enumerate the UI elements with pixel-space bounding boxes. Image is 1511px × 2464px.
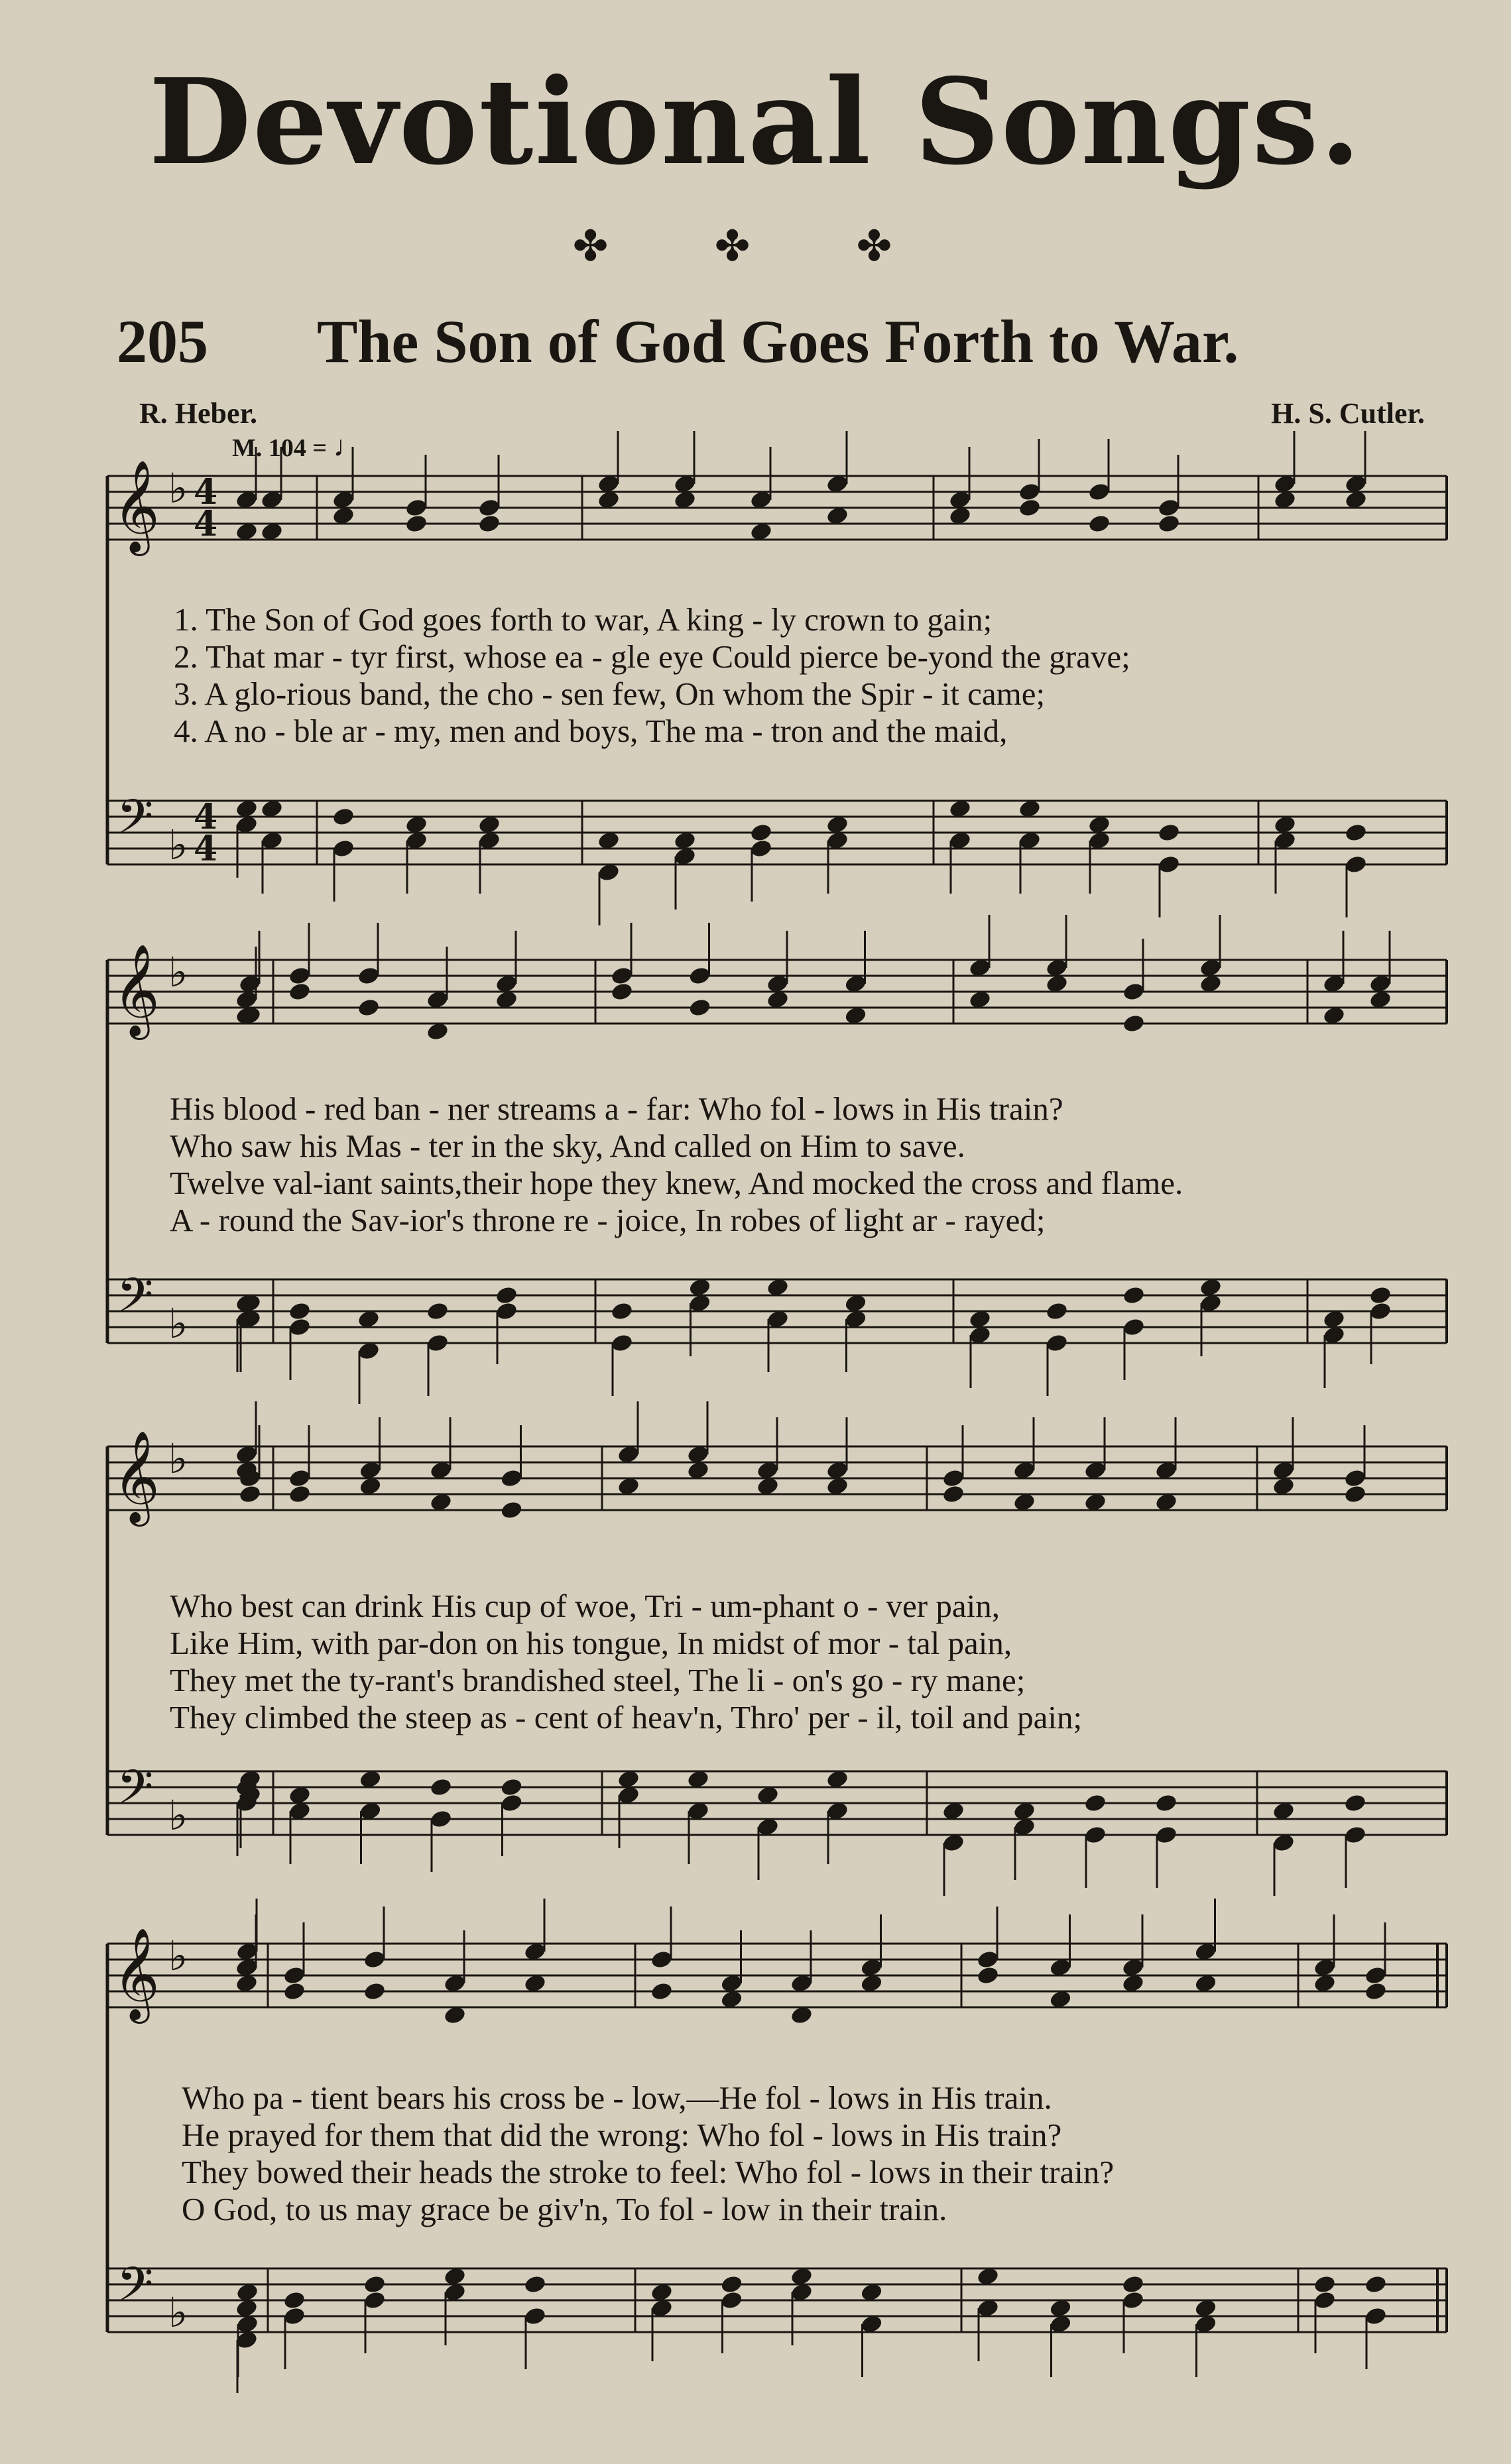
- note-head: [363, 2274, 387, 2295]
- lyric-line: His blood - red ban - ner streams a - far: Who fol - lows in His train?: [170, 1090, 1063, 1127]
- note-head: [1364, 1981, 1388, 2002]
- note-head: [363, 1981, 387, 2002]
- ornament-divider: ✤ ✤ ✤: [572, 222, 939, 271]
- note-head: [500, 1777, 524, 1798]
- time-signature: 4: [194, 504, 218, 544]
- lyric-line: Like Him, with par-don on his tongue, In midst of mor - tal pain,: [170, 1625, 1012, 1661]
- note-head: [650, 1981, 674, 2002]
- note-head: [1157, 514, 1181, 534]
- lyric-line: O God, to us may grace be giv'n, To fol - low in their train.: [182, 2191, 947, 2227]
- note-head: [1122, 1285, 1146, 1306]
- flat-icon: ♭: [168, 948, 188, 996]
- flat-icon: ♭: [168, 2288, 188, 2337]
- flat-icon: ♭: [168, 821, 188, 869]
- flat-icon: ♭: [168, 1791, 188, 1840]
- lyric-line: They climbed the steep as - cent of heav'n, Thro' per - il, toil and pain;: [170, 1699, 1083, 1735]
- note-head: [357, 998, 381, 1018]
- lyric-line: Twelve val-iant saints,their hope they knew, And mocked the cross and flame.: [170, 1165, 1183, 1201]
- note-head: [1122, 1014, 1146, 1034]
- note-head: [1368, 1285, 1392, 1306]
- note-head: [429, 1777, 453, 1798]
- lyric-line: 2. That mar - tyr first, whose ea - gle eye Could pierce be-yond the grave;: [174, 638, 1130, 675]
- note-head: [238, 1484, 262, 1505]
- time-signature: 4: [194, 829, 218, 869]
- note-head: [720, 2274, 744, 2295]
- note-head: [688, 998, 712, 1018]
- bass-clef-icon: 𝄢: [117, 790, 154, 856]
- note-head: [500, 1500, 524, 1521]
- lyric-line: 1. The Son of God goes forth to war, A king - ly crown to gain;: [174, 601, 993, 638]
- time-signature: 4: [194, 797, 218, 837]
- note-head: [495, 1285, 518, 1306]
- treble-clef-icon: 𝄞: [113, 1928, 160, 2020]
- note-head: [1313, 2274, 1337, 2295]
- lyricist-credit: R. Heber.: [139, 397, 258, 430]
- bass-clef-icon: 𝄢: [117, 1268, 154, 1334]
- hymn-title: The Son of God Goes Forth to War.: [317, 308, 1239, 375]
- note-head: [1018, 498, 1042, 518]
- time-signature: 4: [194, 472, 218, 512]
- flat-icon: ♭: [168, 1435, 188, 1483]
- lyric-line: They bowed their heads the stroke to feel: Who fol - lows in their train?: [182, 2154, 1115, 2190]
- note-head: [1121, 2274, 1145, 2295]
- flat-icon: ♭: [168, 464, 188, 512]
- quarter-note-icon: ♩: [333, 430, 363, 463]
- note-head: [477, 514, 501, 534]
- lyric-line: 3. A glo-rious band, the cho - sen few, On whom the Spir - it came;: [174, 675, 1046, 712]
- note-head: [523, 2274, 547, 2295]
- note-head: [1343, 1793, 1367, 1814]
- lyric-line: Who saw his Mas - ter in the sky, And called on Him to save.: [170, 1128, 965, 1164]
- note-head: [288, 1301, 312, 1322]
- bass-clef-icon: 𝄢: [117, 2257, 154, 2323]
- lyric-line: They met the ty-rant's brandished steel, The li - on's go - ry mane;: [170, 1662, 1026, 1698]
- note-head: [332, 807, 355, 827]
- note-head: [404, 514, 428, 534]
- note-head: [941, 1484, 965, 1505]
- note-head: [426, 1301, 450, 1322]
- flat-icon: ♭: [168, 1299, 188, 1348]
- lyric-line: Who best can drink His cup of woe, Tri - um-phant o - ver pain,: [170, 1588, 1000, 1624]
- note-head: [282, 1981, 306, 2002]
- note-head: [1087, 514, 1111, 534]
- note-head: [976, 1965, 1000, 1986]
- note-head: [1083, 1793, 1107, 1814]
- note-head: [1157, 823, 1181, 843]
- lyric-line: 4. A no - ble ar - my, men and boys, The ma - tron and the maid,: [174, 713, 1008, 749]
- treble-clef-icon: 𝄞: [113, 460, 160, 552]
- note-head: [1343, 1484, 1367, 1505]
- treble-clef-icon: 𝄞: [113, 1431, 160, 1523]
- note-head: [1364, 2274, 1388, 2295]
- note-head: [610, 1301, 634, 1322]
- note-head: [288, 1484, 312, 1505]
- lyric-line: A - round the Sav-ior's throne re - joice, In robes of light ar - rayed;: [170, 1202, 1046, 1238]
- flat-icon: ♭: [168, 1932, 188, 1980]
- note-head: [288, 982, 312, 1002]
- note-head: [282, 2290, 306, 2311]
- composer-credit: H. S. Cutler.: [1271, 397, 1425, 430]
- note-head: [1154, 1793, 1178, 1814]
- treble-clef-icon: 𝄞: [113, 944, 160, 1036]
- bass-clef-icon: 𝄢: [117, 1760, 154, 1826]
- lyric-line: He prayed for them that did the wrong: Who fol - lows in His train?: [182, 2117, 1062, 2153]
- hymn-number: 205: [117, 308, 208, 375]
- tempo-text: M. 104 =: [232, 434, 328, 462]
- note-head: [1045, 1301, 1069, 1322]
- note-head: [610, 982, 634, 1002]
- note-head: [1344, 823, 1368, 843]
- note-head: [749, 823, 773, 843]
- lyric-line: Who pa - tient bears his cross be - low,—He fol - lows in His train.: [182, 2080, 1052, 2116]
- page-title: Devotional Songs.: [149, 52, 1362, 191]
